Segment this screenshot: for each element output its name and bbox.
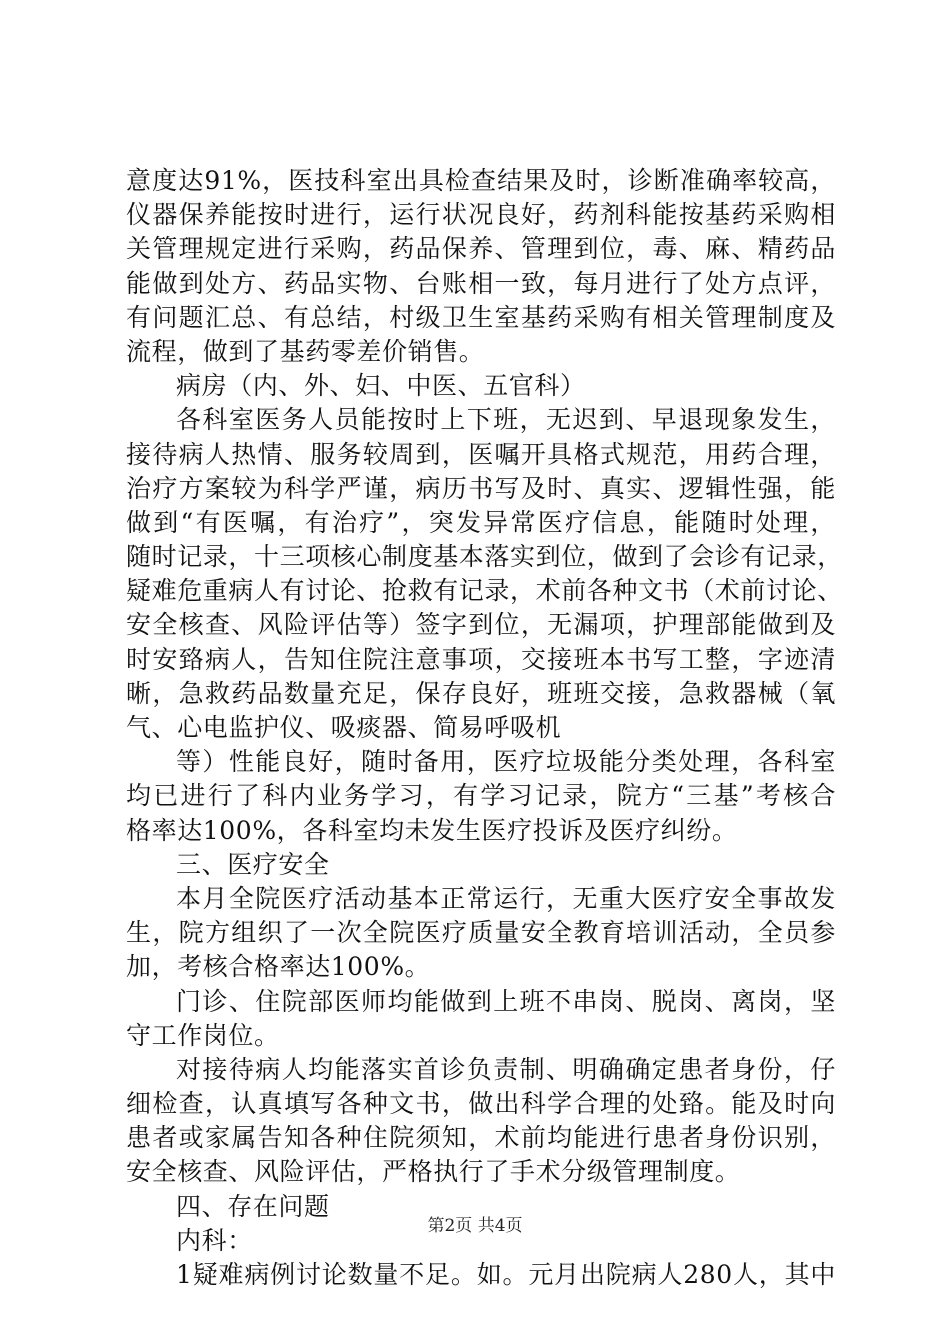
text-line: 治疗方案较为科学严谨，病历书写及时、真实、逻辑性强，能 bbox=[126, 473, 836, 503]
text-line: 门诊、住院部医师均能做到上班不串岗、脱岗、离岗，坚 bbox=[176, 986, 836, 1016]
text-line: 等）性能良好，随时备用，医疗垃圾能分类处理，各科室 bbox=[176, 747, 836, 777]
text-line: 患者或家属告知各种住院须知，术前均能进行患者身份识别， bbox=[126, 1123, 836, 1153]
text-line: 各科室医务人员能按时上下班，无迟到、早退现象发生， bbox=[176, 405, 836, 435]
text-line: 时安臵病人，告知住院注意事项，交接班本书写工整，字迹清 bbox=[126, 644, 836, 674]
text-line: 三、医疗安全 bbox=[176, 849, 330, 879]
document-body bbox=[126, 164, 843, 1292]
text-line: 晰，急救药品数量充足，保存良好，班班交接，急救器械（氧 bbox=[126, 678, 836, 708]
text-line: 关管理规定进行采购，药品保养、管理到位，毒、麻、精药品 bbox=[126, 234, 836, 264]
text-line: 生，院方组织了一次全院医疗质量安全教育培训活动，全员参 bbox=[126, 918, 836, 948]
text-line: 做到“有医嘱，有治疗”，突发异常医疗信息，能随时处理， bbox=[126, 507, 836, 537]
text-line: 守工作岗位。 bbox=[126, 1020, 280, 1050]
text-line: 随时记录，十三项核心制度基本落实到位，做到了会诊有记录， bbox=[126, 542, 843, 572]
text-line: 加，考核合格率达100%。 bbox=[126, 952, 431, 982]
text-line: 疑难危重病人有讨论、抢救有记录，术前各种文书（术前讨论、 bbox=[126, 576, 843, 606]
text-line: 仪器保养能按时进行，运行状况良好，药剂科能按基药采购相 bbox=[126, 200, 836, 230]
text-line: 格率达100%，各科室均未发生医疗投诉及医疗纠纷。 bbox=[126, 815, 738, 845]
text-line: 意度达91%，医技科室出具检查结果及时，诊断准确率较高， bbox=[126, 166, 836, 195]
text-line: 气、心电监护仪、吸痰器、简易呼吸机 bbox=[126, 713, 562, 742]
text-line: 1疑难病例讨论数量不足。如。元月出院病人280人，其中 bbox=[176, 1260, 836, 1289]
text-line: 四、存在问题 bbox=[176, 1191, 330, 1221]
text-line: 细检查，认真填写各种文书，做出科学合理的处臵。能及时向 bbox=[126, 1089, 836, 1119]
text-line: 流程，做到了基药零差价销售。 bbox=[126, 336, 485, 366]
text-line: 本月全院医疗活动基本正常运行，无重大医疗安全事故发 bbox=[176, 883, 836, 913]
text-line: 病房（内、外、妇、中医、五官科） bbox=[176, 371, 586, 401]
text-line: 均已进行了科内业务学习，有学习记录，院方“三基”考核合 bbox=[126, 781, 836, 811]
text-line: 接待病人热情、服务较周到，医嘱开具格式规范，用药合理， bbox=[126, 439, 836, 469]
text-line: 能做到处方、药品实物、台账相一致，每月进行了处方点评， bbox=[126, 268, 836, 298]
text-line: 安全核查、风险评估等）签字到位，无漏项，护理部能做到及 bbox=[126, 610, 836, 640]
text-line: 内科： bbox=[176, 1225, 253, 1255]
text-line: 有问题汇总、有总结，村级卫生室基药采购有相关管理制度及 bbox=[126, 302, 836, 332]
text-line: 对接待病人均能落实首诊负责制、明确确定患者身份，仔 bbox=[176, 1054, 836, 1084]
page-footer: 第2页 共4页 bbox=[427, 1216, 523, 1236]
text-line: 安全核查、风险评估，严格执行了手术分级管理制度。 bbox=[126, 1157, 741, 1187]
